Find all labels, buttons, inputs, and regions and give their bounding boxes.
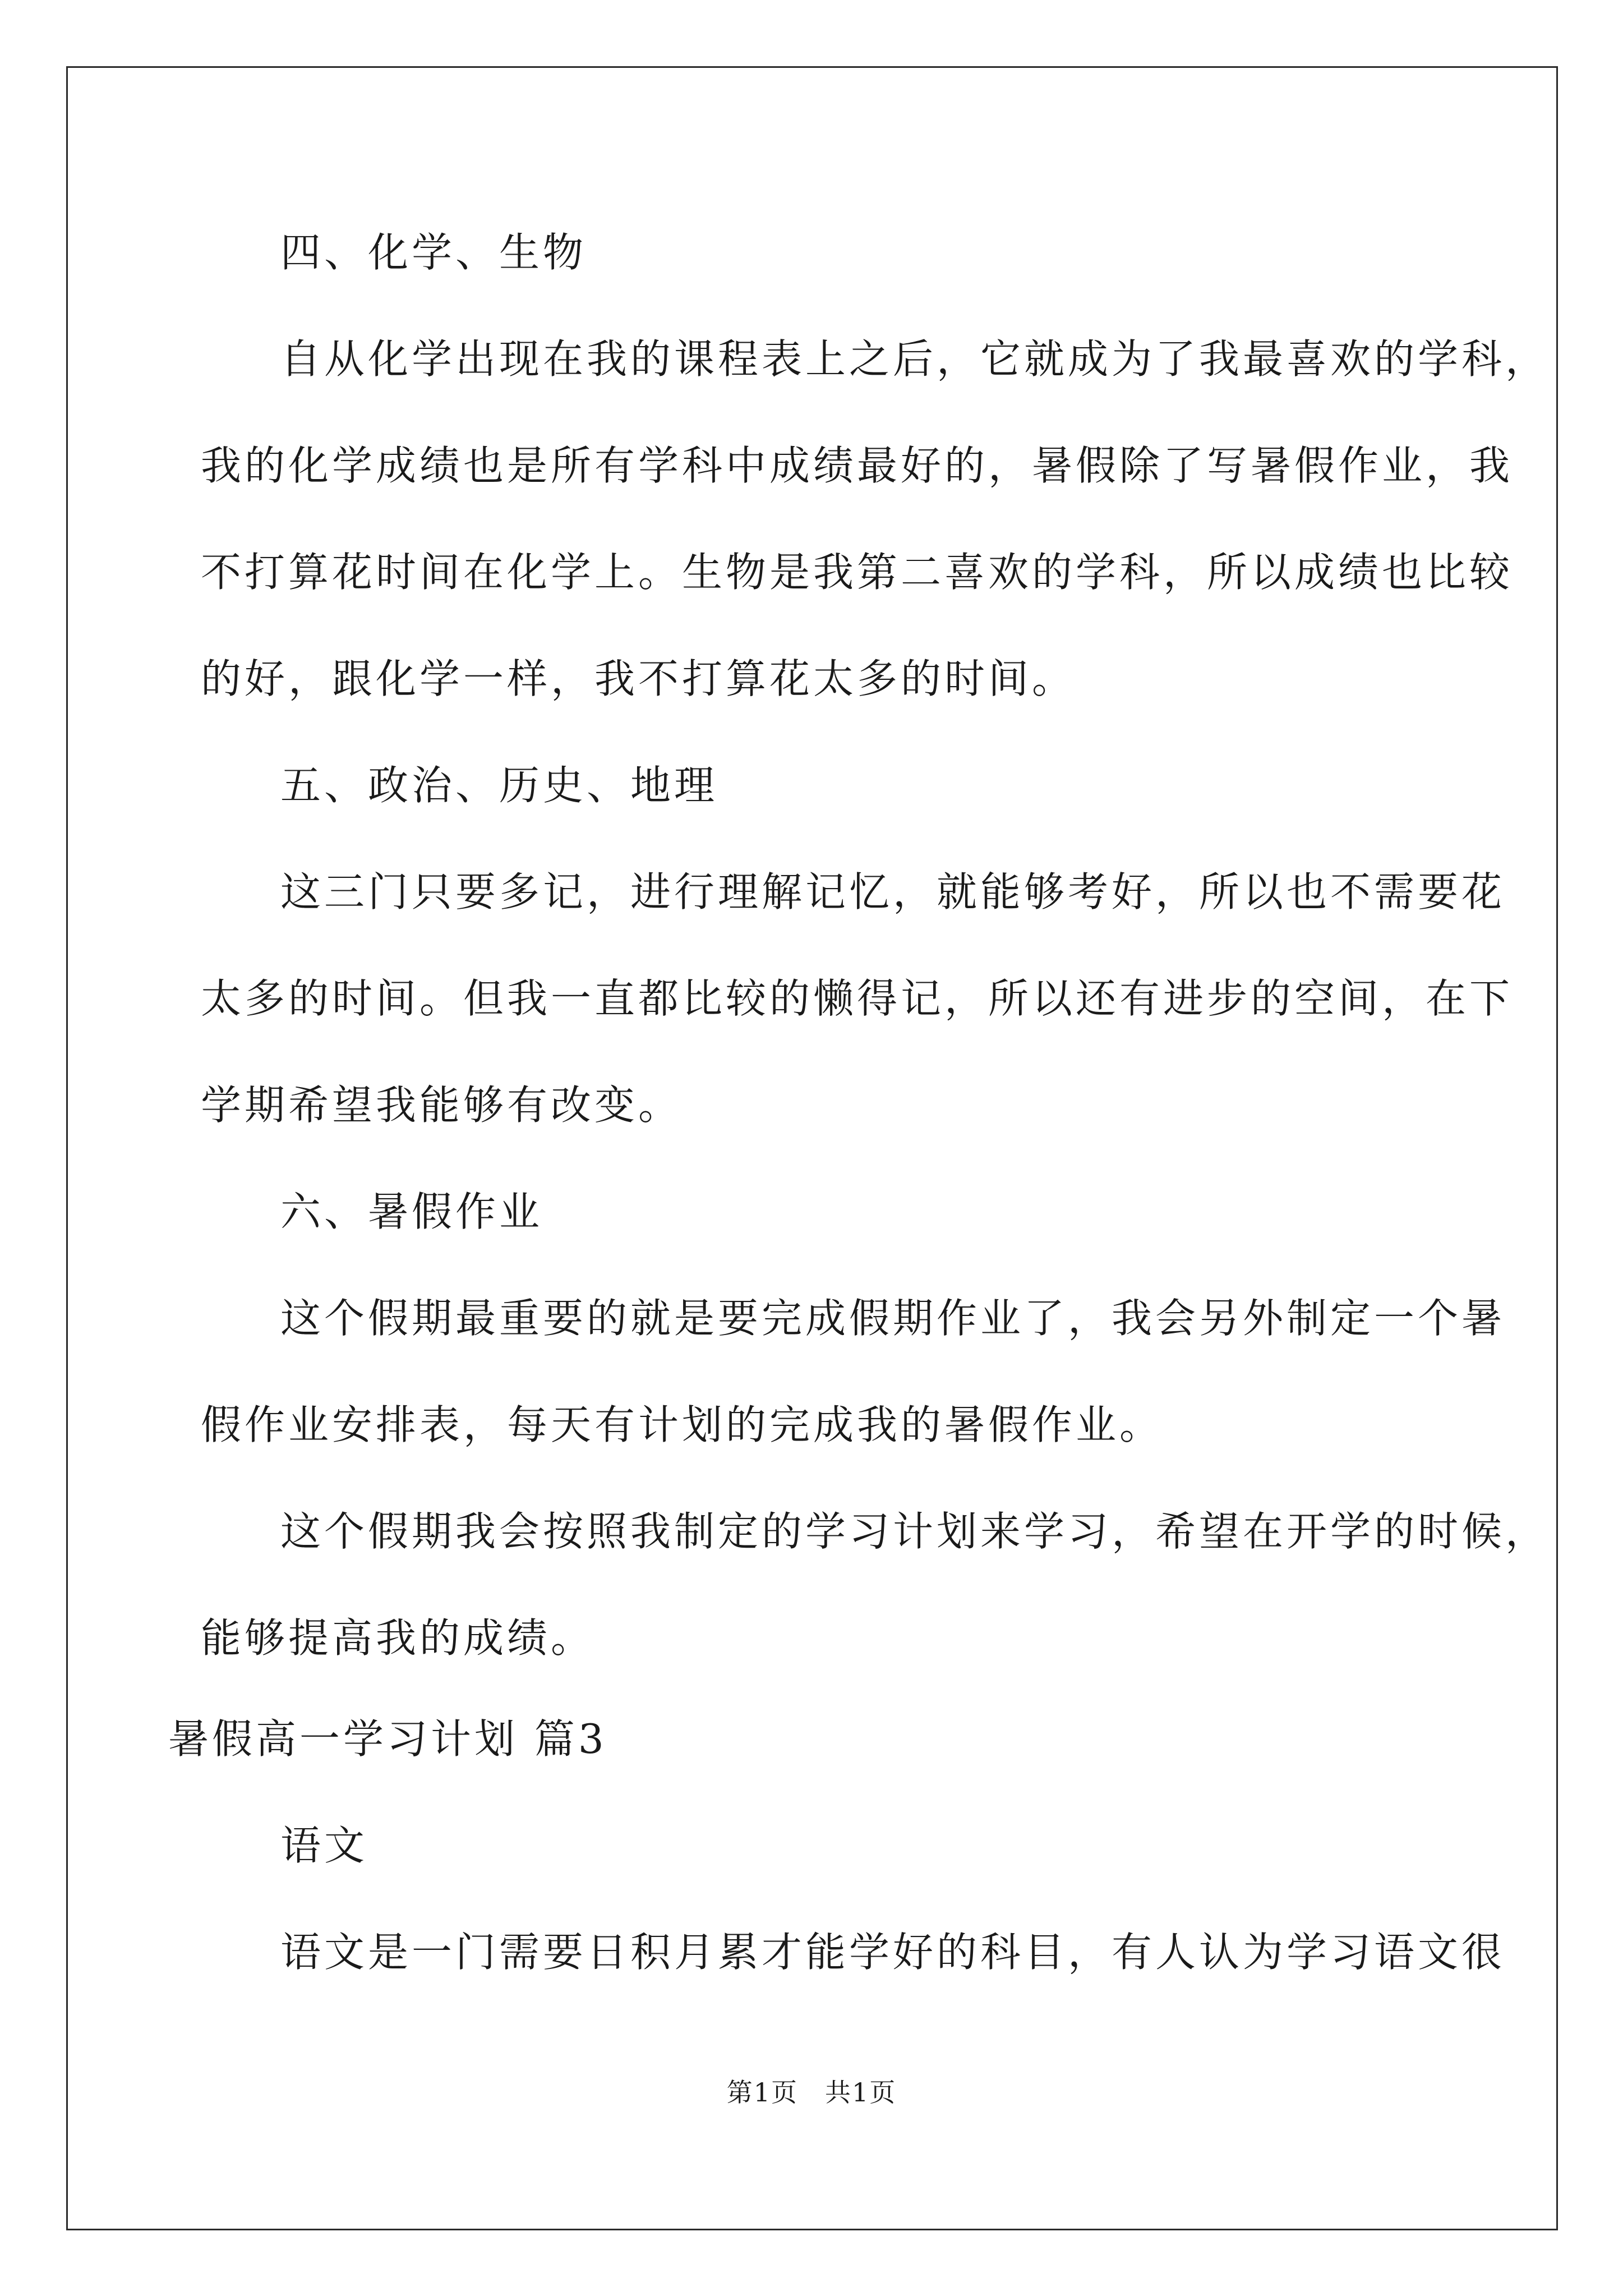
section-heading-chinese: 语文 (280, 1822, 368, 1869)
paragraph-line: 这个假期最重要的就是要完成假期作业了，我会另外制定一个暑 (280, 1295, 1506, 1342)
paragraph-line: 自从化学出现在我的课程表上之后，它就成为了我最喜欢的学科， (280, 335, 1550, 383)
section-heading-summer-homework: 六、暑假作业 (280, 1188, 543, 1235)
paragraph-line: 我的化学成绩也是所有学科中成绩最好的，暑假除了写暑假作业，我 (201, 442, 1514, 489)
section-heading-chemistry-biology: 四、化学、生物 (280, 229, 587, 276)
paragraph-line: 语文是一门需要日积月累才能学好的科目，有人认为学习语文很 (280, 1929, 1506, 1976)
section-heading-politics-history-geography: 五、政治、历史、地理 (280, 762, 718, 809)
paragraph-line: 的好，跟化学一样，我不打算花太多的时间。 (201, 655, 1076, 702)
page-border (66, 66, 1558, 2230)
article-title: 暑假高一学习计划 篇3 (168, 1715, 607, 1763)
paragraph-line: 不打算花时间在化学上。生物是我第二喜欢的学科，所以成绩也比较 (201, 549, 1514, 596)
paragraph-line: 太多的时间。但我一直都比较的懒得记，所以还有进步的空间，在下 (201, 975, 1514, 1022)
paragraph-line: 这个假期我会按照我制定的学习计划来学习，希望在开学的时候， (280, 1508, 1550, 1555)
paragraph-line: 假作业安排表，每天有计划的完成我的暑假作业。 (201, 1401, 1164, 1448)
paragraph-line: 能够提高我的成绩。 (201, 1614, 595, 1662)
paragraph-line: 这三门只要多记，进行理解记忆，就能够考好，所以也不需要花 (280, 868, 1506, 915)
paragraph-line: 学期希望我能够有改变。 (201, 1082, 683, 1129)
page-footer: 第1页 共1页 (726, 2077, 897, 2108)
